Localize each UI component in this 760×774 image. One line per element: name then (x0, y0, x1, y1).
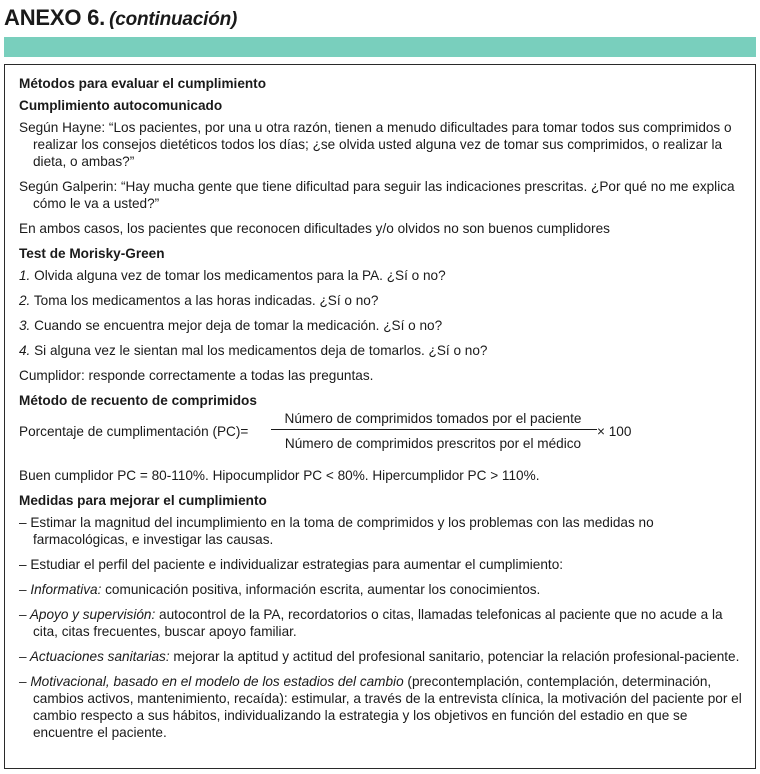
improve-item (19, 606, 744, 640)
formula-multiplier: × 100 (597, 424, 632, 439)
improve-item-lead: – Apoyo y supervisión: (19, 607, 156, 622)
self-report-conclusion: En ambos casos, los pacientes que reconocen dificultades y/o olvidos no son buenos cumplidores (19, 221, 610, 236)
morisky-question (19, 267, 744, 284)
question-number: 4. (19, 343, 31, 358)
improve-item-text: (precontemplación, contemplación, determinación, cambios activos, mantenimiento, recaída): estimular, a través de la entrevista clínica, la motivación del paciente por el cambio respecto a sus hábitos, individualizando la estrategia y los objetivos en función del estadio en que se encuentre el paciente. (33, 674, 742, 740)
compliance-ranges: Buen cumplidor PC = 80-110%. Hipocumplidor PC < 80%. Hipercumplidor PC > 110%. (19, 468, 540, 483)
improve-heading: Medidas para mejorar el cumplimiento (19, 493, 267, 508)
question-text: Si alguna vez le sientan mal los medicamentos deja de tomarlos. ¿Sí o no? (30, 343, 488, 358)
improve-item (19, 581, 744, 598)
question-number: 2. (19, 293, 31, 308)
formula-label: Porcentaje de cumplimentación (PC)= (19, 424, 249, 439)
improve-item-text: mejorar la aptitud y actitud del profesional sanitario, potenciar la relación profesional-paciente. (169, 649, 740, 664)
accent-bar (4, 37, 756, 57)
question-number: 1. (19, 268, 31, 283)
question-text: Toma los medicamentos a las horas indicadas. ¿Sí o no? (30, 293, 379, 308)
annex-number: ANEXO 6. (4, 5, 106, 30)
morisky-question (19, 317, 744, 334)
improve-item-text: – Estudiar el perfil del paciente e individualizar estrategias para aumentar el cumplimiento: (19, 557, 564, 572)
morisky-question (19, 292, 744, 309)
morisky-compliant-rule: Cumplidor: responde correctamente a todas las preguntas. (19, 368, 374, 383)
improve-item-lead: – Motivacional, basado en el modelo de los estadios del cambio (19, 674, 404, 689)
improve-item (19, 514, 744, 548)
improve-item (19, 673, 744, 741)
annex-title (4, 4, 237, 34)
improve-item-lead: – Actuaciones sanitarias: (19, 649, 170, 664)
hayne-quote: Según Hayne: “Los pacientes, por una u otra razón, tienen a menudo dificultades para tomar todos sus comprimidos o realizar los consejos dietéticos todos los días; ¿se olvida usted alguna vez de tomar sus comprimidos, o realizar la dieta, o ambas?” (19, 120, 732, 169)
improve-item-text: comunicación positiva, información escrita, aumentar los conocimientos. (101, 582, 541, 597)
question-text: Olvida alguna vez de tomar los medicamentos para la PA. ¿Sí o no? (30, 268, 446, 283)
morisky-question (19, 342, 744, 359)
pill-count-heading: Método de recuento de comprimidos (19, 393, 257, 408)
formula-denominator: Número de comprimidos prescritos por el médico (284, 436, 582, 451)
main-heading: Métodos para evaluar el cumplimiento (19, 76, 267, 91)
annex-subtitle: (continuación) (109, 9, 238, 30)
formula-numerator: Número de comprimidos tomados por el paciente (284, 411, 582, 426)
question-number: 3. (19, 318, 31, 333)
morisky-heading: Test de Morisky-Green (19, 246, 165, 261)
improve-item-text: – Estimar la magnitud del incumplimiento en la toma de comprimidos y los problemas con las medidas no farmacológicas, e investigar las causas. (19, 515, 654, 547)
compliance-formula (19, 409, 744, 453)
improve-item-text: autocontrol de la PA, recordatorios o citas, llamadas telefonicas al paciente que no acude a la cita, citas frecuentes, buscar apoyo familiar. (33, 607, 723, 639)
improve-item (19, 648, 744, 665)
self-report-heading: Cumplimiento autocomunicado (19, 98, 223, 113)
annex-content (19, 75, 744, 749)
improve-item-lead: – Informativa: (19, 582, 102, 597)
galperin-quote: Según Galperin: “Hay mucha gente que tiene dificultad para seguir las indicaciones prescritas. ¿Por qué no me explica cómo le va a usted?” (19, 179, 735, 211)
question-text: Cuando se encuentra mejor deja de tomar la medicación. ¿Sí o no? (30, 318, 443, 333)
fraction-line (271, 429, 597, 430)
improve-item (19, 556, 744, 573)
